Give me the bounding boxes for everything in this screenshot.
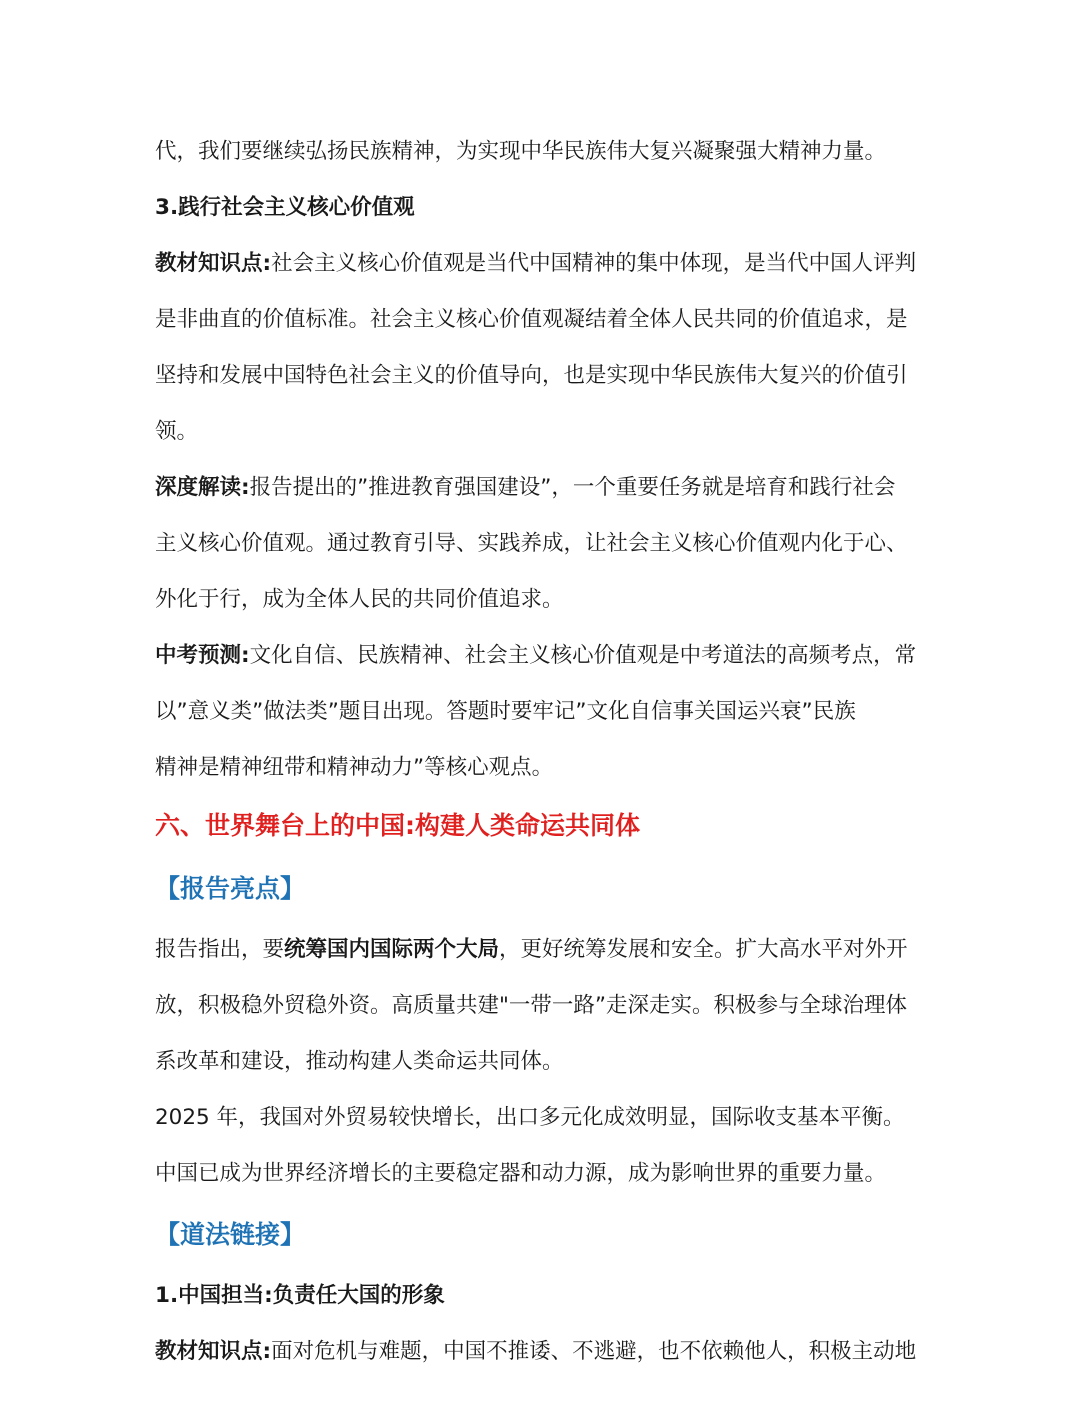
paragraph-line: 放，积极稳外贸稳外资。高质量共建"一带一路”走深走实。积极参与全球治理体 bbox=[155, 993, 908, 1018]
paragraph-line: 以”意义类”做法类”题目出现。答题时要牢记”文化自信事关国运兴衰”民族 bbox=[155, 699, 856, 724]
paragraph-line: 主义核心价值观。通过教育引导、实践养成，让社会主义核心价值观内化于心、 bbox=[155, 531, 908, 556]
deep-reading-line bbox=[155, 460, 925, 516]
subsection-heading: 3.践行社会主义核心价值观 bbox=[155, 195, 415, 220]
paragraph-line: 外化于行，成为全体人民的共同价值追求。 bbox=[155, 587, 564, 612]
highlight-text: ，更好统筹发展和安全。扩大高水平对外开 bbox=[499, 937, 908, 962]
highlight-text: 报告指出，要 bbox=[155, 937, 285, 962]
textbook-point-line bbox=[155, 236, 925, 292]
deep-reading-text: 报告提出的”推进教育强国建设”，一个重要任务就是培育和践行社会 bbox=[249, 475, 896, 500]
deep-reading-label: 深度解读: bbox=[155, 475, 250, 500]
textbook-point-label: 教材知识点: bbox=[155, 1339, 272, 1364]
subsection-heading: 1.中国担当:负责任大国的形象 bbox=[155, 1283, 445, 1308]
report-highlight-heading: 【报告亮点】 bbox=[155, 874, 306, 903]
document-page bbox=[155, 124, 925, 1380]
law-link-heading: 【道法链接】 bbox=[155, 1220, 306, 1249]
section-title: 六、世界舞台上的中国:构建人类命运共同体 bbox=[155, 811, 640, 840]
paragraph-line: 2025 年，我国对外贸易较快增长，出口多元化成效明显，国际收支基本平衡。 bbox=[155, 1105, 905, 1130]
paragraph-line: 系改革和建设，推动构建人类命运共同体。 bbox=[155, 1049, 564, 1074]
highlight-line bbox=[155, 922, 925, 978]
paragraph-line: 是非曲直的价值标准。社会主义核心价值观凝结着全体人民共同的价值追求，是 bbox=[155, 307, 908, 332]
highlight-bold-text: 统筹国内国际两个大局 bbox=[284, 937, 500, 962]
textbook-point-text: 面对危机与难题，中国不推诿、不逃避，也不依赖他人，积极主动地 bbox=[271, 1339, 917, 1364]
textbook-point-text: 社会主义核心价值观是当代中国精神的集中体现，是当代中国人评判 bbox=[271, 251, 917, 276]
exam-forecast-text: 文化自信、民族精神、社会主义核心价值观是中考道法的高频考点，常 bbox=[249, 643, 917, 668]
paragraph-line: 精神是精神纽带和精神动力”等核心观点。 bbox=[155, 755, 554, 780]
textbook-point-line bbox=[155, 1324, 925, 1380]
paragraph-line: 领。 bbox=[155, 419, 199, 444]
paragraph-line: 中国已成为世界经济增长的主要稳定器和动力源，成为影响世界的重要力量。 bbox=[155, 1161, 887, 1186]
exam-forecast-label: 中考预测: bbox=[155, 643, 250, 668]
exam-forecast-line bbox=[155, 628, 925, 684]
paragraph-line: 代，我们要继续弘扬民族精神，为实现中华民族伟大复兴凝聚强大精神力量。 bbox=[155, 139, 887, 164]
textbook-point-label: 教材知识点: bbox=[155, 251, 272, 276]
paragraph-line: 坚持和发展中国特色社会主义的价值导向，也是实现中华民族伟大复兴的价值引 bbox=[155, 363, 908, 388]
